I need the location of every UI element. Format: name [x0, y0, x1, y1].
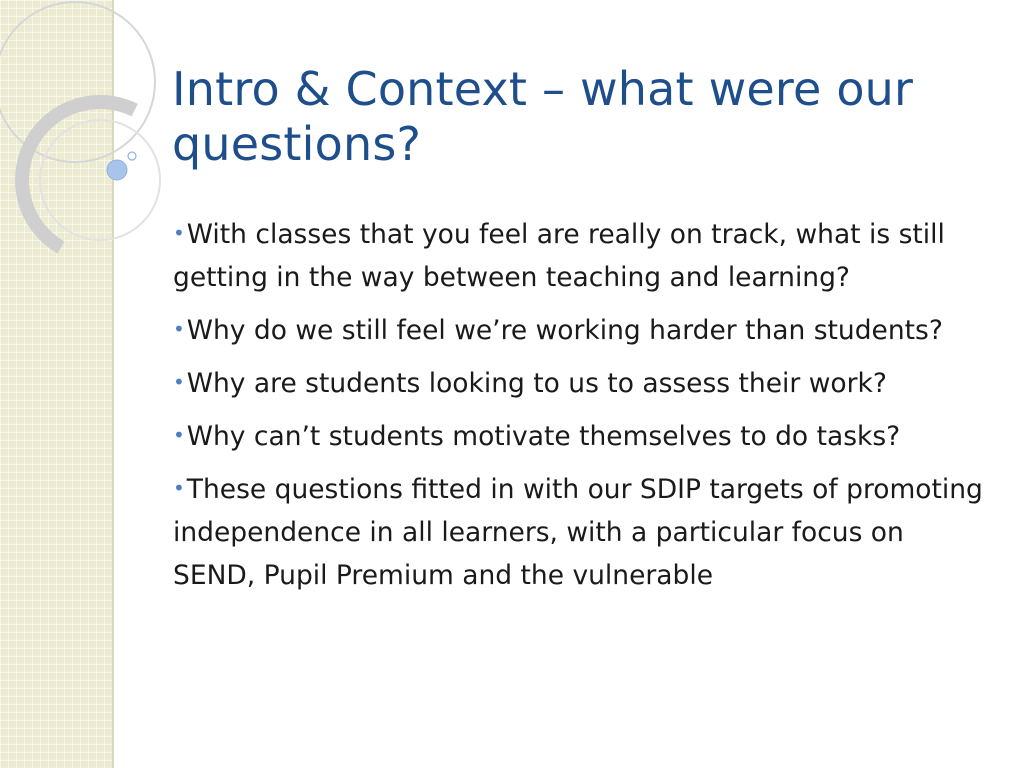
- bullet-text: Why are students looking to us to assess their work?: [186, 368, 887, 399]
- bullet-text: Why can’t students motivate themselves to do tasks?: [186, 421, 901, 452]
- bullet-text: Why do we still feel we’re working harder than students?: [186, 315, 943, 346]
- bullet-dot-icon: •: [173, 476, 185, 500]
- bullet-text: With classes that you feel are really on track, what is still getting in the way between teaching and learning?: [173, 219, 945, 293]
- bullet-dot-icon: •: [173, 317, 185, 341]
- bullet-dot-icon: •: [173, 370, 185, 394]
- bullet-item: [173, 414, 993, 458]
- bullet-item: [173, 361, 993, 405]
- bullet-dot-icon: •: [173, 423, 185, 447]
- arc-ornament-icon: [0, 0, 200, 260]
- bullet-text: These questions fitted in with our SDIP targets of promoting independence in all learners, with a particular focus on SEND, Pupil Premium and the vulnerable: [173, 474, 983, 591]
- slide-title: Intro & Context – what were our questions?: [172, 62, 914, 171]
- bullet-dot-icon: •: [173, 221, 185, 245]
- bullet-list: [173, 212, 993, 606]
- bullet-item: [173, 467, 993, 597]
- bullet-item: [173, 212, 993, 299]
- bullet-item: [173, 308, 993, 352]
